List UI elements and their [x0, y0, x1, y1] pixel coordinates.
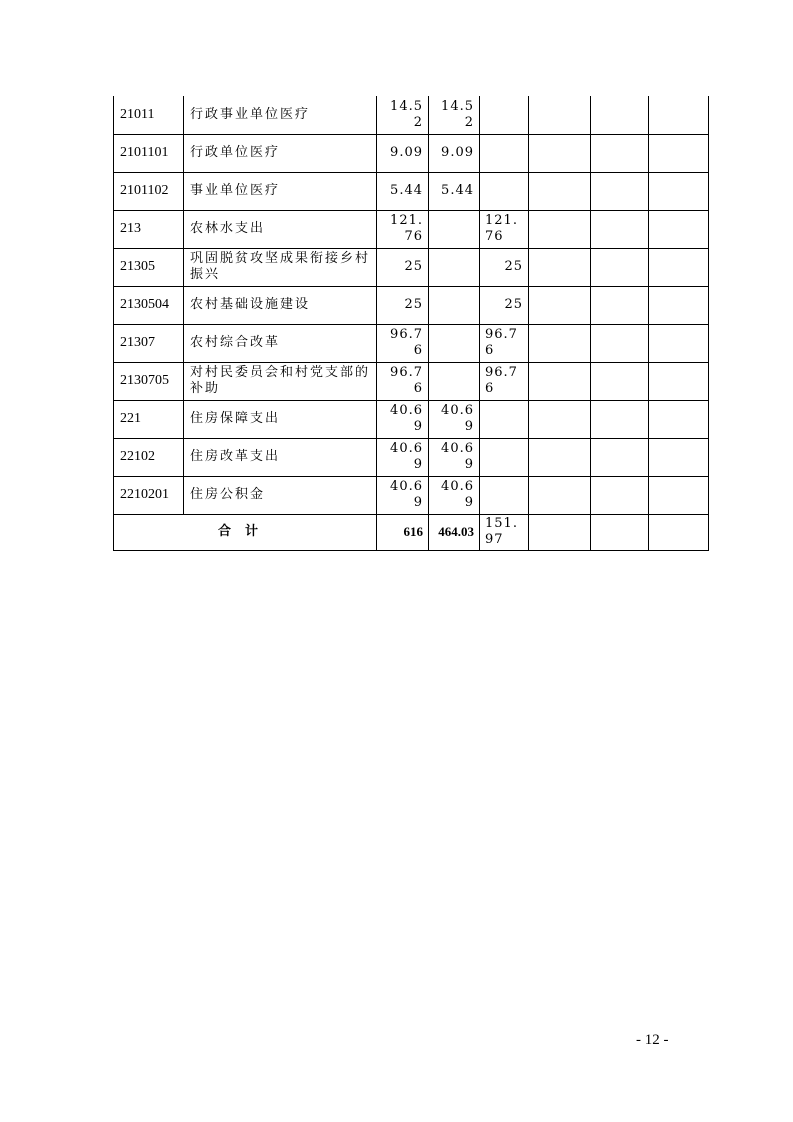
- row-cell-6: [649, 134, 709, 172]
- row-cell-6: [649, 400, 709, 438]
- row-cell-1: 25: [377, 248, 429, 286]
- row-cell-4: [529, 362, 591, 400]
- row-cell-4: [529, 96, 591, 134]
- row-cell-6: [649, 476, 709, 514]
- row-item-name: 农村综合改革: [184, 324, 377, 362]
- row-cell-4: [529, 438, 591, 476]
- row-cell-5: [591, 134, 649, 172]
- row-item-name: 事业单位医疗: [184, 172, 377, 210]
- row-code: 21307: [114, 324, 184, 362]
- row-item-name: 农村基础设施建设: [184, 286, 377, 324]
- row-cell-3: [480, 172, 529, 210]
- total-cell-6: [649, 514, 709, 550]
- row-cell-3: 25: [480, 286, 529, 324]
- row-cell-5: [591, 286, 649, 324]
- row-code: 21305: [114, 248, 184, 286]
- row-code: 22102: [114, 438, 184, 476]
- row-code: 2101101: [114, 134, 184, 172]
- row-code: 213: [114, 210, 184, 248]
- row-cell-2: [429, 248, 480, 286]
- row-cell-5: [591, 324, 649, 362]
- row-cell-4: [529, 134, 591, 172]
- row-code: 2130705: [114, 362, 184, 400]
- row-cell-3: [480, 476, 529, 514]
- row-item-name: 农林水支出: [184, 210, 377, 248]
- row-cell-1: 14.52: [377, 96, 429, 134]
- row-cell-4: [529, 172, 591, 210]
- row-cell-3: 25: [480, 248, 529, 286]
- row-cell-1: 96.76: [377, 362, 429, 400]
- table-row: [114, 324, 709, 362]
- row-cell-1: 96.76: [377, 324, 429, 362]
- row-item-name: 住房公积金: [184, 476, 377, 514]
- row-cell-1: 40.69: [377, 476, 429, 514]
- row-cell-5: [591, 362, 649, 400]
- row-cell-2: 40.69: [429, 400, 480, 438]
- row-cell-6: [649, 324, 709, 362]
- total-cell-2: 464.03: [429, 514, 480, 550]
- row-item-name: 住房改革支出: [184, 438, 377, 476]
- row-cell-2: 40.69: [429, 476, 480, 514]
- row-cell-2: [429, 362, 480, 400]
- row-cell-1: 25: [377, 286, 429, 324]
- row-code: 2210201: [114, 476, 184, 514]
- table-body: [114, 96, 709, 550]
- row-item-name: 对村民委员会和村党支部的补助: [184, 362, 377, 400]
- table-row: [114, 362, 709, 400]
- row-cell-6: [649, 248, 709, 286]
- row-cell-4: [529, 476, 591, 514]
- row-cell-3: [480, 96, 529, 134]
- table-row: [114, 400, 709, 438]
- row-cell-4: [529, 324, 591, 362]
- row-cell-4: [529, 400, 591, 438]
- row-cell-6: [649, 362, 709, 400]
- row-cell-6: [649, 438, 709, 476]
- row-cell-5: [591, 400, 649, 438]
- row-cell-5: [591, 210, 649, 248]
- table-row: [114, 172, 709, 210]
- total-cell-4: [529, 514, 591, 550]
- row-item-name: 巩固脱贫攻坚成果衔接乡村振兴: [184, 248, 377, 286]
- row-cell-3: 121.76: [480, 210, 529, 248]
- table-row: [114, 286, 709, 324]
- row-cell-2: 5.44: [429, 172, 480, 210]
- row-cell-1: 40.69: [377, 400, 429, 438]
- row-item-name: 住房保障支出: [184, 400, 377, 438]
- row-cell-3: 96.76: [480, 324, 529, 362]
- row-cell-6: [649, 286, 709, 324]
- row-cell-5: [591, 172, 649, 210]
- total-cell-5: [591, 514, 649, 550]
- row-cell-2: [429, 286, 480, 324]
- table-row: [114, 248, 709, 286]
- row-cell-3: [480, 400, 529, 438]
- row-cell-1: 5.44: [377, 172, 429, 210]
- row-cell-6: [649, 96, 709, 134]
- row-cell-6: [649, 210, 709, 248]
- row-cell-3: 96.76: [480, 362, 529, 400]
- row-cell-2: [429, 210, 480, 248]
- row-cell-5: [591, 248, 649, 286]
- row-cell-6: [649, 172, 709, 210]
- row-cell-5: [591, 96, 649, 134]
- row-cell-2: [429, 324, 480, 362]
- row-cell-3: [480, 134, 529, 172]
- row-cell-4: [529, 286, 591, 324]
- total-cell-3: 151.97: [480, 514, 529, 550]
- budget-expenditure-table: [113, 96, 709, 551]
- table-row: [114, 96, 709, 134]
- row-cell-5: [591, 438, 649, 476]
- row-item-name: 行政事业单位医疗: [184, 96, 377, 134]
- table-row: [114, 438, 709, 476]
- table-row: [114, 210, 709, 248]
- row-cell-2: 14.52: [429, 96, 480, 134]
- table-row: [114, 476, 709, 514]
- total-label: 合计: [114, 514, 377, 550]
- row-cell-1: 40.69: [377, 438, 429, 476]
- row-code: 21011: [114, 96, 184, 134]
- row-cell-4: [529, 210, 591, 248]
- row-cell-1: 121.76: [377, 210, 429, 248]
- row-cell-2: 9.09: [429, 134, 480, 172]
- table-row: [114, 134, 709, 172]
- row-item-name: 行政单位医疗: [184, 134, 377, 172]
- total-row: [114, 514, 709, 550]
- row-code: 2130504: [114, 286, 184, 324]
- row-code: 221: [114, 400, 184, 438]
- row-cell-1: 9.09: [377, 134, 429, 172]
- total-cell-1: 616: [377, 514, 429, 550]
- row-cell-5: [591, 476, 649, 514]
- row-code: 2101102: [114, 172, 184, 210]
- page-number: - 12 -: [636, 1032, 669, 1048]
- row-cell-4: [529, 248, 591, 286]
- row-cell-2: 40.69: [429, 438, 480, 476]
- row-cell-3: [480, 438, 529, 476]
